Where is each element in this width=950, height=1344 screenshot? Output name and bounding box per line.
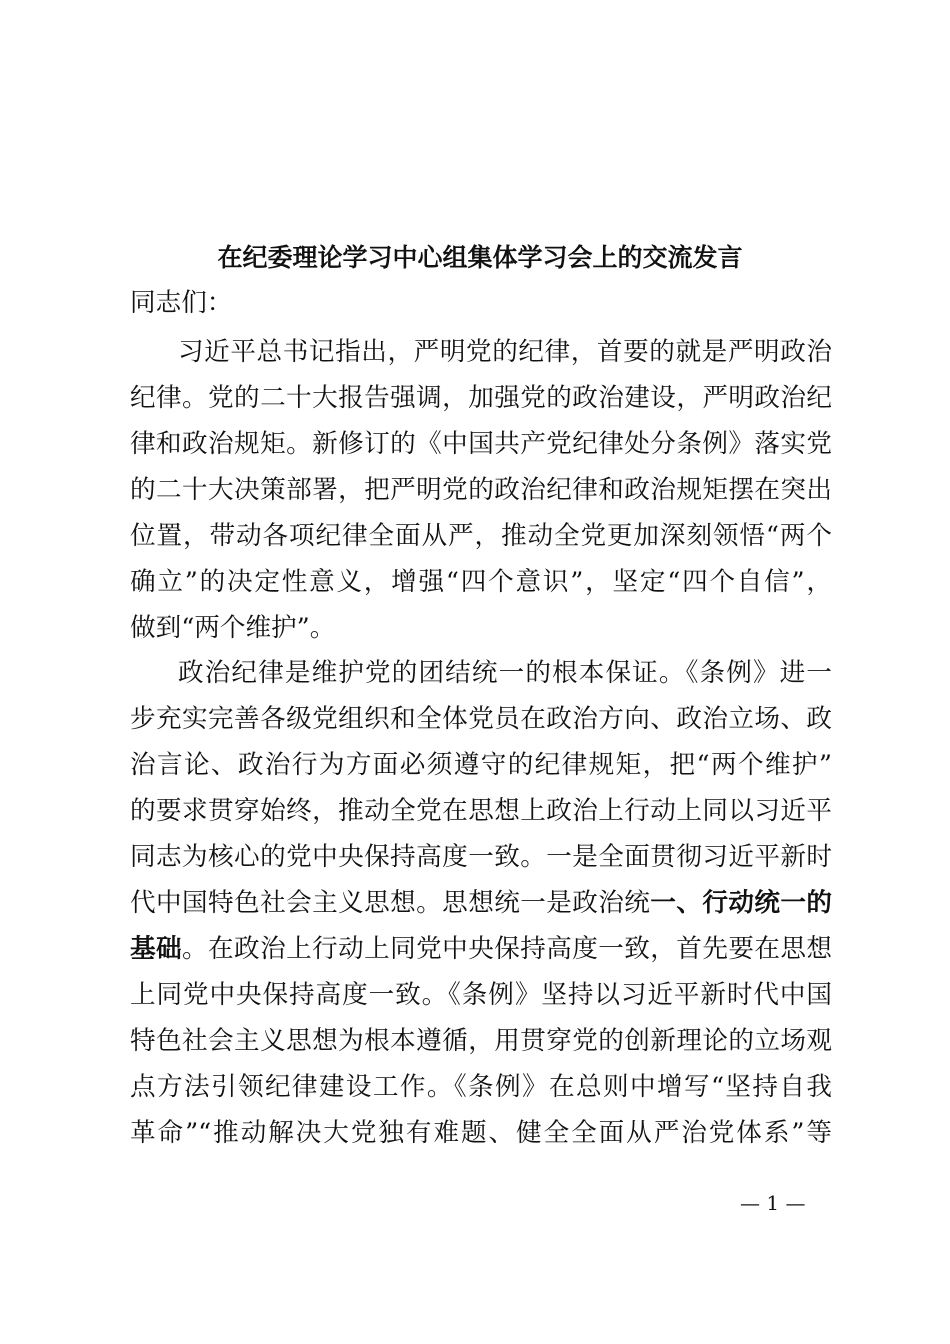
text-run: 同志为核心的党中央保持高度一致。一是全面贯彻习近平新时 — [130, 842, 832, 872]
text-run: 特色社会主义思想为根本遵循，用贯穿党的创新理论的立场观 — [130, 1026, 832, 1056]
text-line — [130, 926, 832, 972]
text-line — [130, 650, 832, 696]
text-run: 的二十大决策部署，把严明党的政治纪律和政治规矩摆在突出 — [130, 475, 832, 505]
salutation: 同志们： — [130, 288, 233, 318]
text-line — [130, 1018, 832, 1064]
paragraph-2 — [130, 650, 832, 1156]
text-run: 习近平总书记指出，严明党的纪律，首要的就是严明政治 — [178, 337, 832, 367]
text-line — [130, 1110, 832, 1156]
text-run: 纪律。党的二十大报告强调，加强党的政治建设，严明政治纪 — [130, 383, 832, 413]
text-run: 治言论、政治行为方面必须遵守的纪律规矩，把“两个维护” — [130, 750, 832, 780]
paragraph-1 — [130, 329, 832, 651]
text-line — [130, 421, 832, 467]
bold-text: 基础 — [130, 934, 183, 964]
text-line — [130, 329, 832, 375]
text-run: 。在政治上行动上同党中央保持高度一致，首先要在思想 — [182, 934, 832, 964]
text-line — [130, 605, 832, 651]
text-line — [130, 880, 832, 926]
text-line — [130, 742, 832, 788]
text-line — [130, 696, 832, 742]
text-run: 代中国特色社会主义思想。思想统一是政治统 — [130, 888, 651, 918]
text-line — [130, 375, 832, 421]
text-run: 革命”“推动解决大党独有难题、健全全面从严治党体系”等 — [130, 1118, 832, 1148]
page-number: — 1 — — [740, 1191, 806, 1215]
text-run: 步充实完善各级党组织和全体党员在政治方向、政治立场、政 — [130, 704, 832, 734]
text-run: 上同党中央保持高度一致。《条例》坚持以习近平新时代中国 — [130, 980, 832, 1010]
text-run: 律和政治规矩。新修订的《中国共产党纪律处分条例》落实党 — [130, 429, 832, 459]
text-line — [130, 834, 832, 880]
text-line — [130, 513, 832, 559]
document-title: 在纪委理论学习中心组集体学习会上的交流发言 — [217, 243, 743, 272]
text-line — [130, 972, 832, 1018]
text-run: 点方法引领纪律建设工作。《条例》在总则中增写“坚持自我 — [130, 1072, 832, 1102]
text-line — [130, 788, 832, 834]
text-run: 政治纪律是维护党的团结统一的根本保证。《条例》进一 — [178, 658, 832, 688]
text-line — [130, 467, 832, 513]
bold-text: 一、行动统一的 — [650, 888, 832, 918]
text-run: 确立”的决定性意义，增强“四个意识”，坚定“四个自信”， — [130, 567, 832, 597]
text-line — [130, 1064, 832, 1110]
text-line — [130, 559, 832, 605]
text-run: 的要求贯穿始终，推动全党在思想上政治上行动上同以习近平 — [130, 796, 832, 826]
text-run: 位置，带动各项纪律全面从严，推动全党更加深刻领悟“两个 — [130, 521, 832, 551]
text-run: 做到“两个维护”。 — [130, 613, 336, 643]
